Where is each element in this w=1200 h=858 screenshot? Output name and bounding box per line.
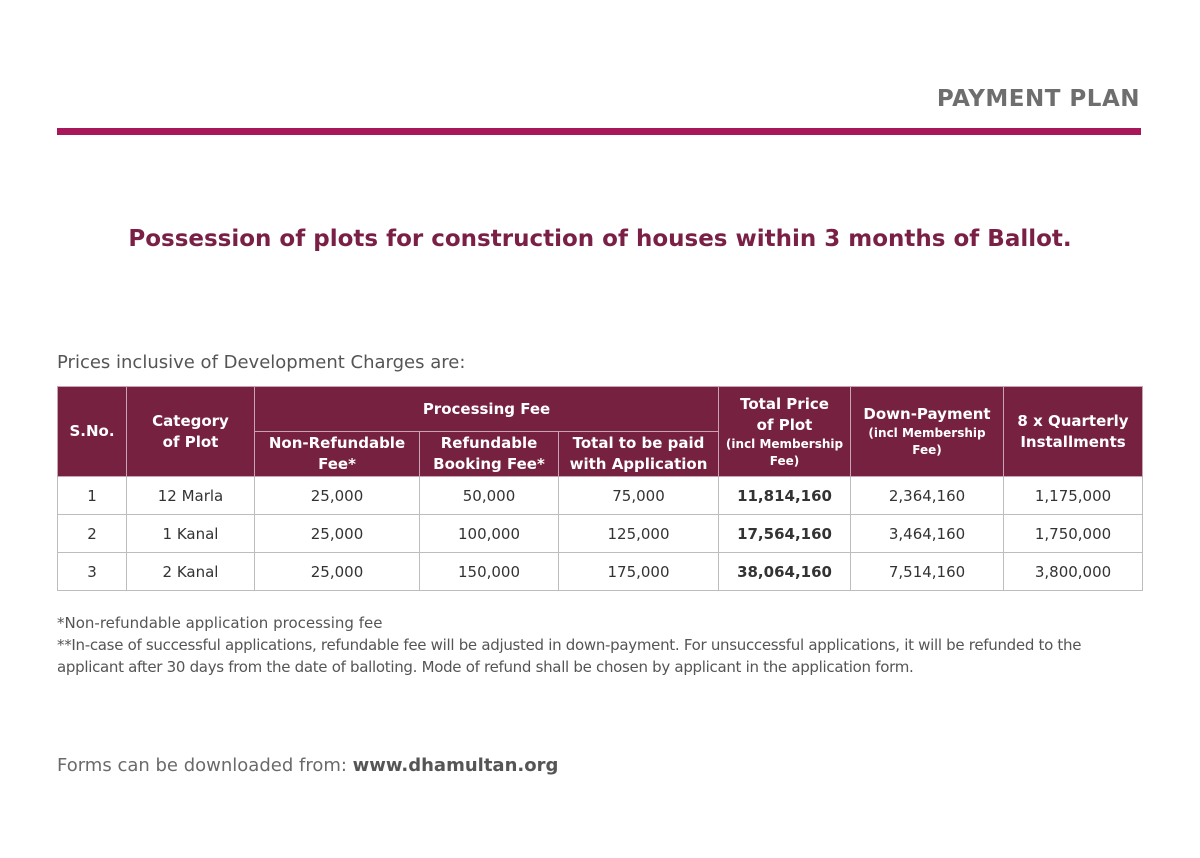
table-row xyxy=(58,515,1143,553)
cell-category: 12 Marla xyxy=(127,477,255,515)
cell-total-price: 11,814,160 xyxy=(719,477,851,515)
header-category xyxy=(127,387,255,477)
cell-non-refundable: 25,000 xyxy=(255,477,420,515)
footnote-non-refundable: *Non-refundable application processing fee xyxy=(57,614,383,632)
cell-refundable: 100,000 xyxy=(420,515,559,553)
header-sno: S.No. xyxy=(58,387,127,477)
cell-installments: 1,750,000 xyxy=(1004,515,1143,553)
cell-sno: 3 xyxy=(58,553,127,591)
header-total-price xyxy=(719,387,851,477)
header-down-payment-label: Down-Payment xyxy=(863,405,991,423)
document-title: PAYMENT PLAN xyxy=(936,86,1140,112)
cell-total-price: 38,064,160 xyxy=(719,553,851,591)
cell-non-refundable: 25,000 xyxy=(255,515,420,553)
header-total-price-note-line2: Fee) xyxy=(769,453,800,468)
header-category-line2: of Plot xyxy=(162,432,219,451)
cell-down-payment: 2,364,160 xyxy=(851,477,1004,515)
cell-total-application: 75,000 xyxy=(559,477,719,515)
cell-total-price: 17,564,160 xyxy=(719,515,851,553)
header-down-payment-note-line2: Fee) xyxy=(912,443,942,457)
forms-download-link[interactable]: www.dhamultan.org xyxy=(352,755,559,776)
header-total-application-line1: Total to be paid xyxy=(572,434,705,452)
cell-category: 1 Kanal xyxy=(127,515,255,553)
header-category-line1: Category xyxy=(152,411,229,430)
headline: Possession of plots for construction of houses within 3 months of Ballot. xyxy=(128,226,1072,252)
header-non-refundable-line1: Non-Refundable xyxy=(268,434,406,452)
header-non-refundable xyxy=(255,432,420,477)
cell-down-payment: 3,464,160 xyxy=(851,515,1004,553)
table-row xyxy=(58,553,1143,591)
cell-refundable: 50,000 xyxy=(420,477,559,515)
payment-plan-table xyxy=(57,386,1143,591)
table-intro: Prices inclusive of Development Charges are: xyxy=(57,352,466,373)
header-divider xyxy=(57,128,1141,135)
cell-non-refundable: 25,000 xyxy=(255,553,420,591)
header-refundable-line2: Booking Fee* xyxy=(433,455,545,473)
cell-total-application: 175,000 xyxy=(559,553,719,591)
header-refundable xyxy=(420,432,559,477)
cell-installments: 1,175,000 xyxy=(1004,477,1143,515)
header-processing-fee: Processing Fee xyxy=(255,387,719,432)
table-row xyxy=(58,477,1143,515)
header-non-refundable-line2: Fee* xyxy=(318,455,356,473)
cell-total-application: 125,000 xyxy=(559,515,719,553)
cell-down-payment: 7,514,160 xyxy=(851,553,1004,591)
header-installments-line2: Installments xyxy=(1020,432,1126,451)
header-total-price-line2: of Plot xyxy=(756,415,813,434)
header-total-application-line2: with Application xyxy=(569,455,708,473)
cell-refundable: 150,000 xyxy=(420,553,559,591)
header-refundable-line1: Refundable xyxy=(440,434,538,452)
forms-download-prefix: Forms can be downloaded from: xyxy=(57,755,353,776)
cell-sno: 1 xyxy=(58,477,127,515)
header-installments xyxy=(1004,387,1143,477)
header-installments-line1: 8 x Quarterly xyxy=(1017,411,1129,430)
cell-category: 2 Kanal xyxy=(127,553,255,591)
header-total-application xyxy=(559,432,719,477)
header-down-payment xyxy=(851,387,1004,477)
cell-installments: 3,800,000 xyxy=(1004,553,1143,591)
header-total-price-note-line1: (incl Membership xyxy=(725,436,844,451)
header-total-price-line1: Total Price xyxy=(740,394,829,413)
header-down-payment-note-line1: (incl Membership xyxy=(868,426,986,440)
forms-download-line xyxy=(57,755,558,776)
cell-sno: 2 xyxy=(58,515,127,553)
footnote-refund-policy: **In-case of successful applications, refundable fee will be adjusted in down-payment. For unsuccessful applications, it will be refunded to the applicant after 30 days from the date of balloting. Mode of refund shall be chosen by applicant in the application form. xyxy=(57,636,1082,676)
